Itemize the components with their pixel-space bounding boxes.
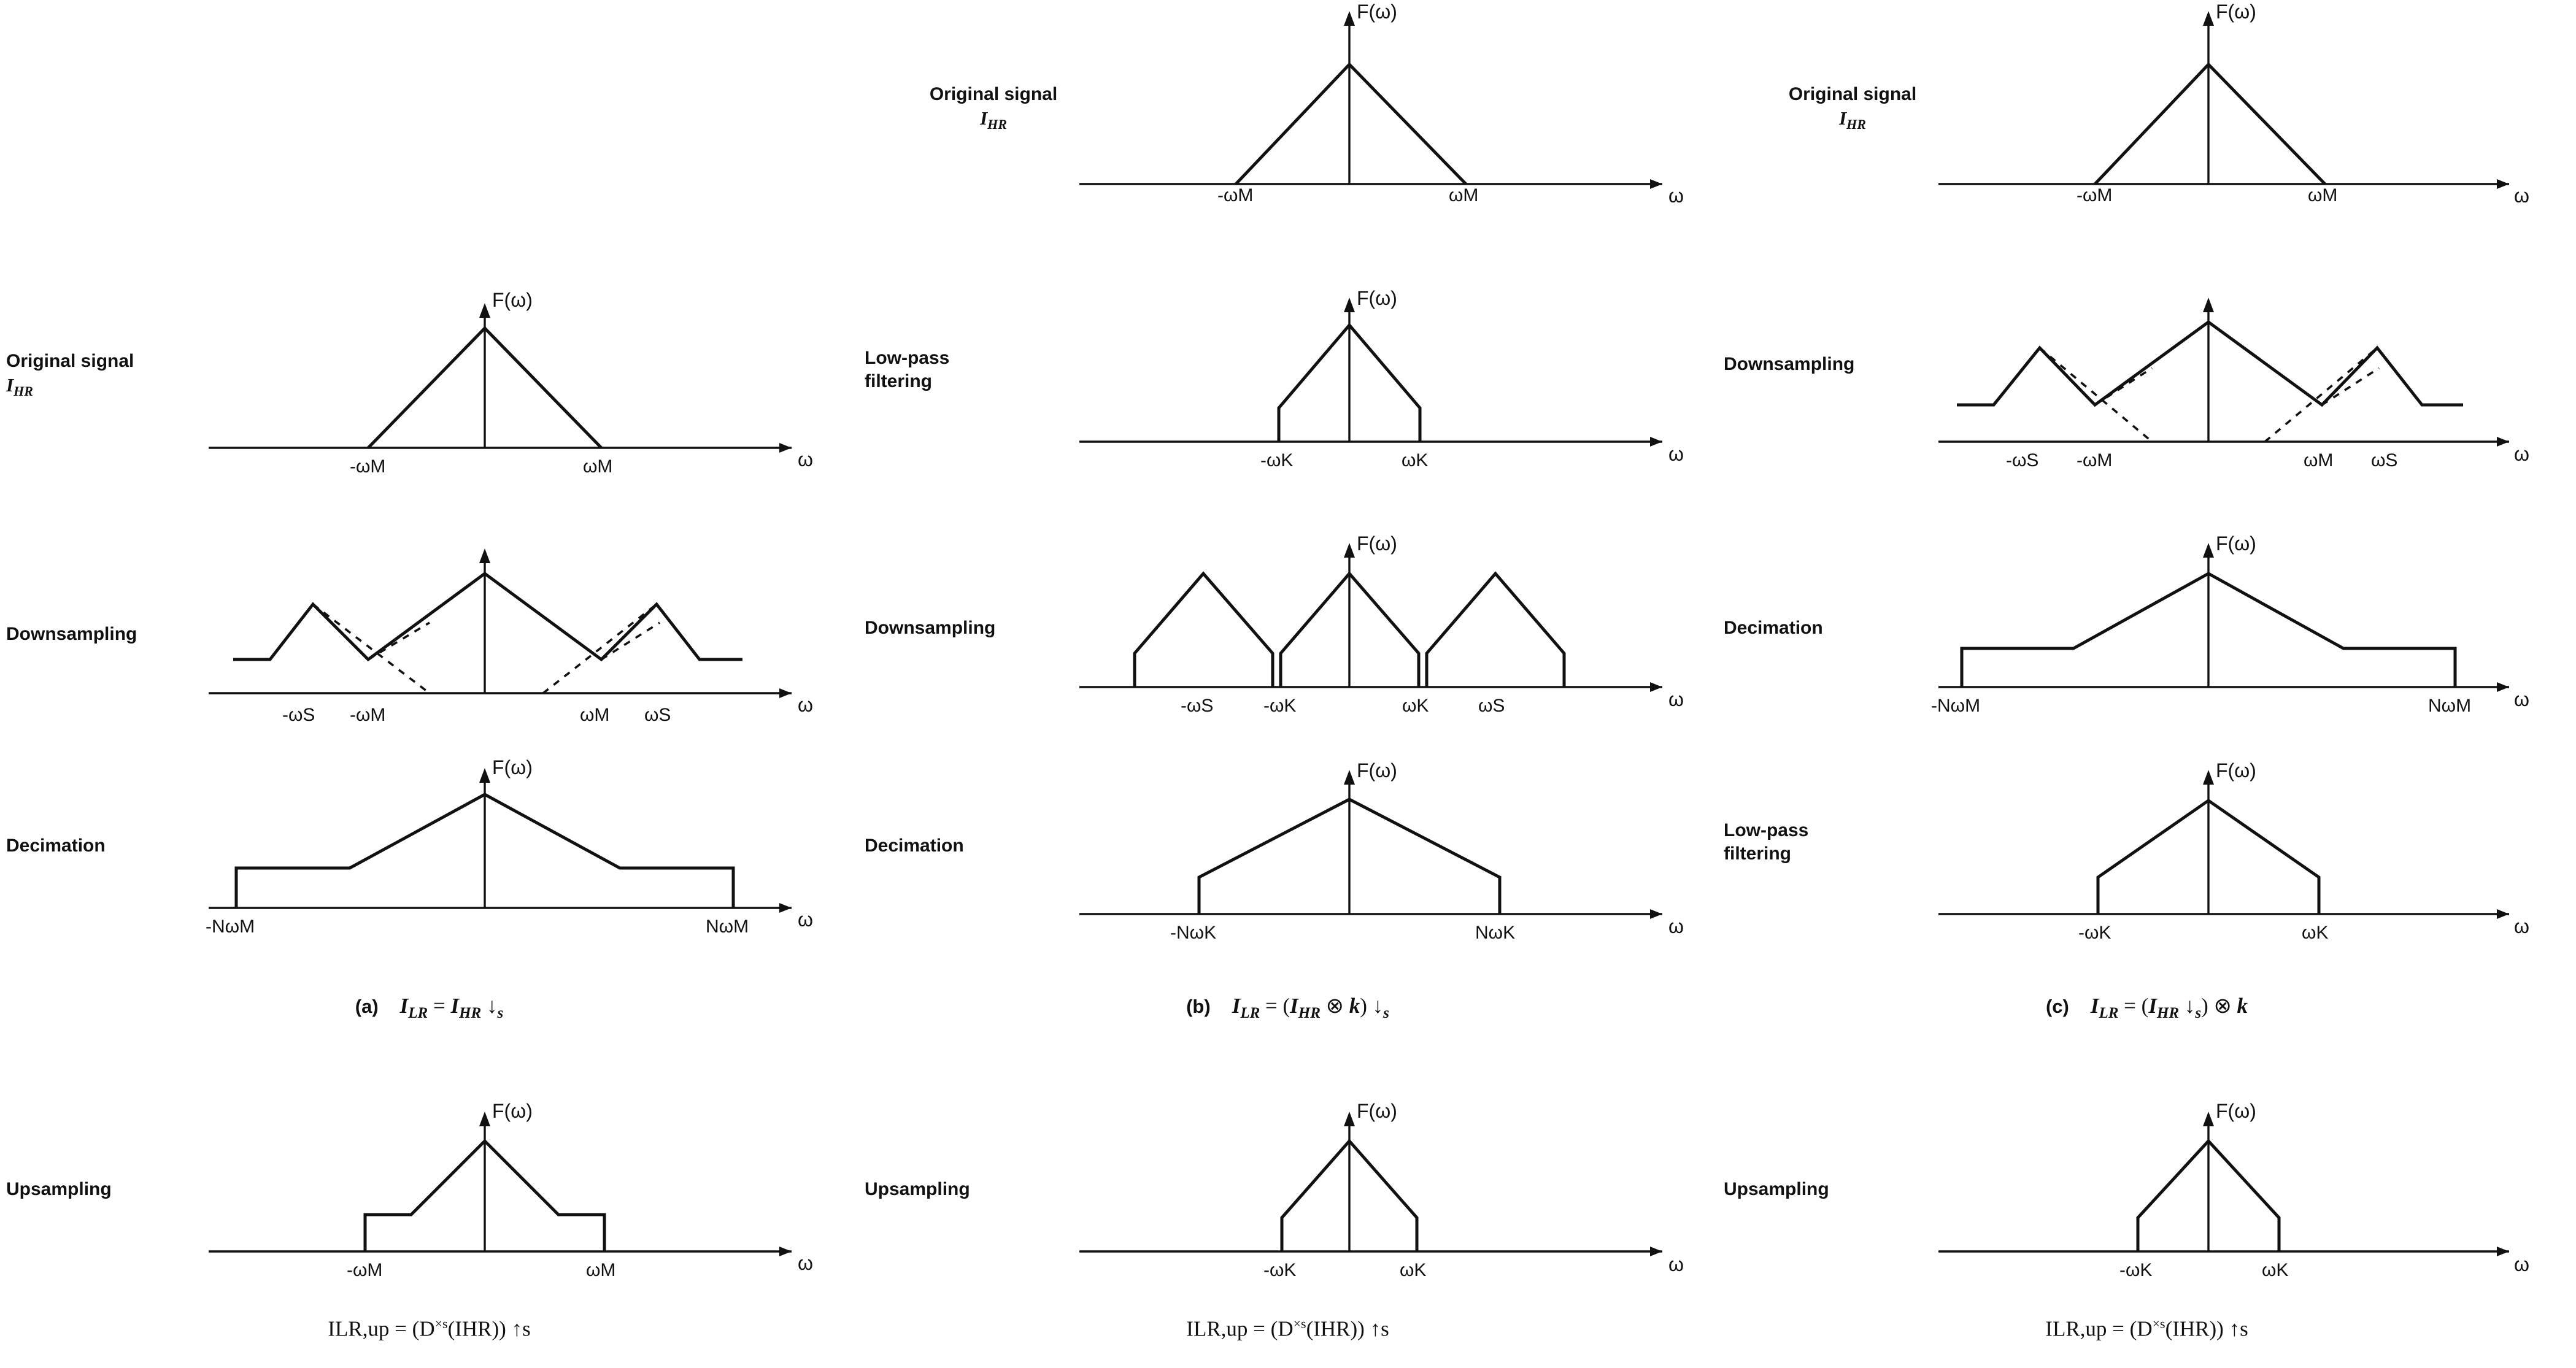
alias-dashed-1 — [2040, 348, 2152, 442]
signal-triangle — [2095, 64, 2325, 184]
tick-right: ωK — [1402, 450, 1429, 471]
x-axis-label: ω — [2514, 1253, 2529, 1275]
plot-b-original — [1061, 0, 1711, 202]
tick-left2: -ωS — [2006, 450, 2039, 471]
y-axis-label: F(ω) — [2216, 532, 2256, 555]
tick-left: -ωM — [2077, 450, 2113, 471]
y-axis-arrow — [1344, 770, 1355, 785]
x-axis-arrow — [2497, 437, 2509, 447]
aliased-envelope — [1957, 322, 2463, 405]
x-axis-arrow — [2497, 1247, 2509, 1256]
y-axis-label: F(ω) — [1357, 287, 1397, 309]
label-text-1: Low-pass — [865, 348, 950, 368]
label-symbol-sub: HR — [987, 117, 1007, 133]
y-axis-arrow — [1344, 1112, 1355, 1126]
tick-right: ωK — [2262, 1260, 2289, 1280]
plot-c-lowpass — [1920, 751, 2570, 954]
x-axis-label: ω — [2514, 915, 2529, 937]
panel-b-upsampling — [858, 1092, 1717, 1294]
label-text-2: filtering — [865, 371, 932, 392]
label-symbol: I — [980, 107, 988, 129]
tick-right: ωM — [586, 1260, 616, 1280]
aliased-envelope — [233, 574, 742, 659]
x-axis-label: ω — [1668, 915, 1684, 937]
tick-right2: ωS — [1478, 696, 1505, 716]
tick-left: -ωM — [350, 456, 386, 477]
panel-c-original — [1718, 0, 2576, 202]
x-axis-label: ω — [798, 1252, 813, 1274]
equation-a: $ILR,up = (D^{\times s}(IHR))$ ↑s — [328, 1316, 531, 1341]
label-text: Original signal — [6, 351, 134, 371]
panel-b-downsampling — [858, 525, 1717, 727]
label-text: Decimation — [1724, 618, 1823, 638]
x-axis-arrow — [2497, 682, 2509, 692]
label-text: Downsampling — [6, 624, 137, 644]
equation-b: $ILR,up = (D^{\times s}(IHR))$ ↑s — [1186, 1316, 1389, 1341]
caption-rhs: I — [450, 994, 460, 1018]
y-axis-label: F(ω) — [2216, 1, 2256, 23]
x-axis-arrow — [1650, 1247, 1662, 1256]
panel-c-upsampling — [1718, 1092, 2576, 1294]
caption-eq: = — [428, 994, 451, 1018]
y-axis-arrow — [1344, 11, 1355, 26]
caption-lhs: I — [399, 994, 409, 1018]
caption-tag: (a) — [355, 996, 379, 1017]
panel-c-decimation — [1718, 525, 2576, 727]
y-axis-arrow — [1344, 543, 1355, 558]
label-symbol: I — [6, 374, 14, 396]
y-axis-label: F(ω) — [1357, 532, 1397, 555]
tick-right: ωM — [2308, 185, 2338, 202]
tick-left: -ωK — [1263, 696, 1297, 716]
y-axis-label: F(ω) — [2216, 759, 2256, 782]
tick-left: -NωK — [1170, 923, 1217, 943]
tick-right: ωK — [1400, 1260, 1427, 1280]
tick-left: -ωM — [350, 705, 386, 725]
x-axis-label: ω — [798, 909, 813, 931]
label-text: Upsampling — [6, 1179, 112, 1199]
panel-a-upsampling — [0, 1092, 858, 1294]
x-axis-arrow — [1650, 682, 1662, 692]
x-axis-arrow — [779, 443, 792, 453]
x-axis-label: ω — [798, 694, 813, 716]
plot-b-decimation — [1061, 751, 1711, 954]
y-axis-arrow — [2203, 543, 2214, 558]
column-a — [0, 0, 858, 1368]
x-axis-arrow — [2497, 179, 2509, 189]
x-axis-arrow — [2497, 909, 2509, 919]
panel-b-decimation — [858, 751, 1717, 954]
replica-right — [1427, 574, 1564, 687]
panel-c-downsampling — [1718, 279, 2576, 482]
tick-right2: ωS — [2371, 450, 2398, 471]
x-axis-label: ω — [2514, 688, 2529, 710]
label-text: Downsampling — [865, 618, 996, 638]
tick-right: NωK — [1475, 923, 1516, 943]
x-axis-label: ω — [1668, 185, 1684, 202]
plot-c-downsampling — [1920, 279, 2570, 482]
y-axis-label: F(ω) — [1357, 1, 1397, 23]
caption-op: ↓ — [481, 994, 498, 1018]
tick-right: ωM — [2304, 450, 2334, 471]
y-axis-label: F(ω) — [492, 289, 533, 311]
tick-left: -ωK — [1260, 450, 1294, 471]
y-axis-label: F(ω) — [1357, 759, 1397, 782]
caption-lhs-sub: LR — [408, 1005, 428, 1021]
x-axis-label: ω — [1668, 1253, 1684, 1275]
tick-right: ωM — [1449, 185, 1479, 202]
y-axis-arrow — [2203, 1112, 2214, 1126]
x-axis-arrow — [779, 903, 792, 913]
tick-left: -ωM — [347, 1260, 383, 1280]
plot-b-lowpass — [1061, 279, 1711, 482]
tick-right: NωM — [2428, 696, 2472, 716]
label-text: Upsampling — [1724, 1179, 1829, 1199]
tick-left: -ωK — [1263, 1260, 1297, 1280]
caption-tag: (c) — [2045, 996, 2069, 1017]
y-axis-arrow — [2203, 770, 2214, 785]
label-text-2: filtering — [1724, 843, 1791, 864]
plot-c-original — [1920, 0, 2570, 202]
tick-right: ωK — [1402, 696, 1429, 716]
caption-a — [0, 994, 858, 1022]
tick-right2: ωS — [644, 705, 671, 725]
tick-left2: -ωS — [282, 705, 315, 725]
y-axis-arrow — [479, 303, 490, 318]
label-symbol-sub: HR — [1846, 117, 1866, 133]
caption-op-sub: s — [497, 1005, 504, 1021]
label-text: Upsampling — [865, 1179, 970, 1199]
plot-b-upsampling — [1061, 1092, 1711, 1294]
equation-c: $ILR,up = (D^{\times s}(IHR))$ ↑s — [2045, 1316, 2248, 1341]
x-axis-arrow — [779, 1247, 792, 1256]
y-axis-label: F(ω) — [2216, 1100, 2256, 1122]
alias-dashed-1 — [313, 604, 430, 693]
alias-dashed-4 — [543, 604, 657, 693]
plot-a-original — [202, 288, 853, 491]
column-c — [1718, 0, 2576, 1368]
x-axis-arrow — [1650, 909, 1662, 919]
signal-triangle — [1236, 64, 1466, 184]
caption-tag: (b) — [1186, 996, 1211, 1017]
y-axis-arrow — [1344, 298, 1355, 312]
caption-c: (c) $I_{LR} = (I_{HR}$ $↓_s$) ⊗ k — [2045, 994, 2248, 1021]
tick-left: -ωM — [1217, 185, 1254, 202]
label-symbol-sub: HR — [13, 383, 33, 399]
label-text-1: Low-pass — [1724, 820, 1809, 840]
x-axis-label: ω — [2514, 185, 2529, 202]
y-axis-arrow — [479, 548, 490, 563]
panel-b-lowpass — [858, 279, 1717, 482]
column-b — [858, 0, 1717, 1368]
alias-dashed-4 — [2265, 348, 2377, 442]
x-axis-label: ω — [2514, 443, 2529, 465]
x-axis-label: ω — [1668, 443, 1684, 465]
panel-a-original — [0, 288, 858, 491]
panel-a-downsampling — [0, 534, 858, 736]
y-axis-arrow — [479, 1112, 490, 1126]
panel-b-original — [858, 0, 1717, 202]
caption-b: (b) $I_{LR} = (I_{HR}$ ⊗ k) $↓_s$ — [1186, 994, 1389, 1021]
tick-left: -ωK — [2078, 923, 2111, 943]
tick-left: -ωM — [2077, 185, 2113, 202]
tick-right: ωK — [2302, 923, 2329, 943]
tick-left2: -ωS — [1181, 696, 1214, 716]
y-axis-label: F(ω) — [1357, 1100, 1397, 1122]
panel-a-decimation — [0, 748, 858, 951]
x-axis-arrow — [779, 688, 792, 698]
tick-left: -NωM — [206, 916, 255, 937]
caption-rhs-sub: HR — [459, 1005, 482, 1021]
tick-left: -ωK — [2119, 1260, 2153, 1280]
x-axis-label: ω — [1668, 688, 1684, 710]
tick-right: NωM — [706, 916, 749, 937]
tick-right: ωM — [580, 705, 610, 725]
y-axis-arrow — [2203, 11, 2214, 26]
label-text: Original signal — [1788, 84, 1917, 104]
plot-b-downsampling — [1061, 525, 1711, 727]
replica-left — [1135, 574, 1273, 687]
plot-c-upsampling — [1920, 1092, 2570, 1294]
y-axis-arrow — [2203, 298, 2214, 312]
plot-a-upsampling — [202, 1092, 853, 1294]
tick-left: -NωM — [1931, 696, 1981, 716]
x-axis-arrow — [1650, 437, 1662, 447]
label-text: Decimation — [865, 836, 964, 856]
panel-c-lowpass — [1718, 751, 2576, 954]
plot-a-downsampling — [202, 534, 853, 736]
label-text: Downsampling — [1724, 354, 1855, 374]
x-axis-label: ω — [798, 448, 813, 471]
y-axis-arrow — [479, 768, 490, 783]
y-axis-label: F(ω) — [492, 756, 533, 778]
x-axis-arrow — [1650, 179, 1662, 189]
label-text: Decimation — [6, 836, 106, 856]
label-symbol: I — [1839, 107, 1847, 129]
plot-a-decimation — [202, 748, 853, 951]
plot-c-decimation — [1920, 525, 2570, 727]
tick-right: ωM — [583, 456, 613, 477]
label-text: Original signal — [929, 84, 1058, 104]
y-axis-label: F(ω) — [492, 1100, 533, 1122]
